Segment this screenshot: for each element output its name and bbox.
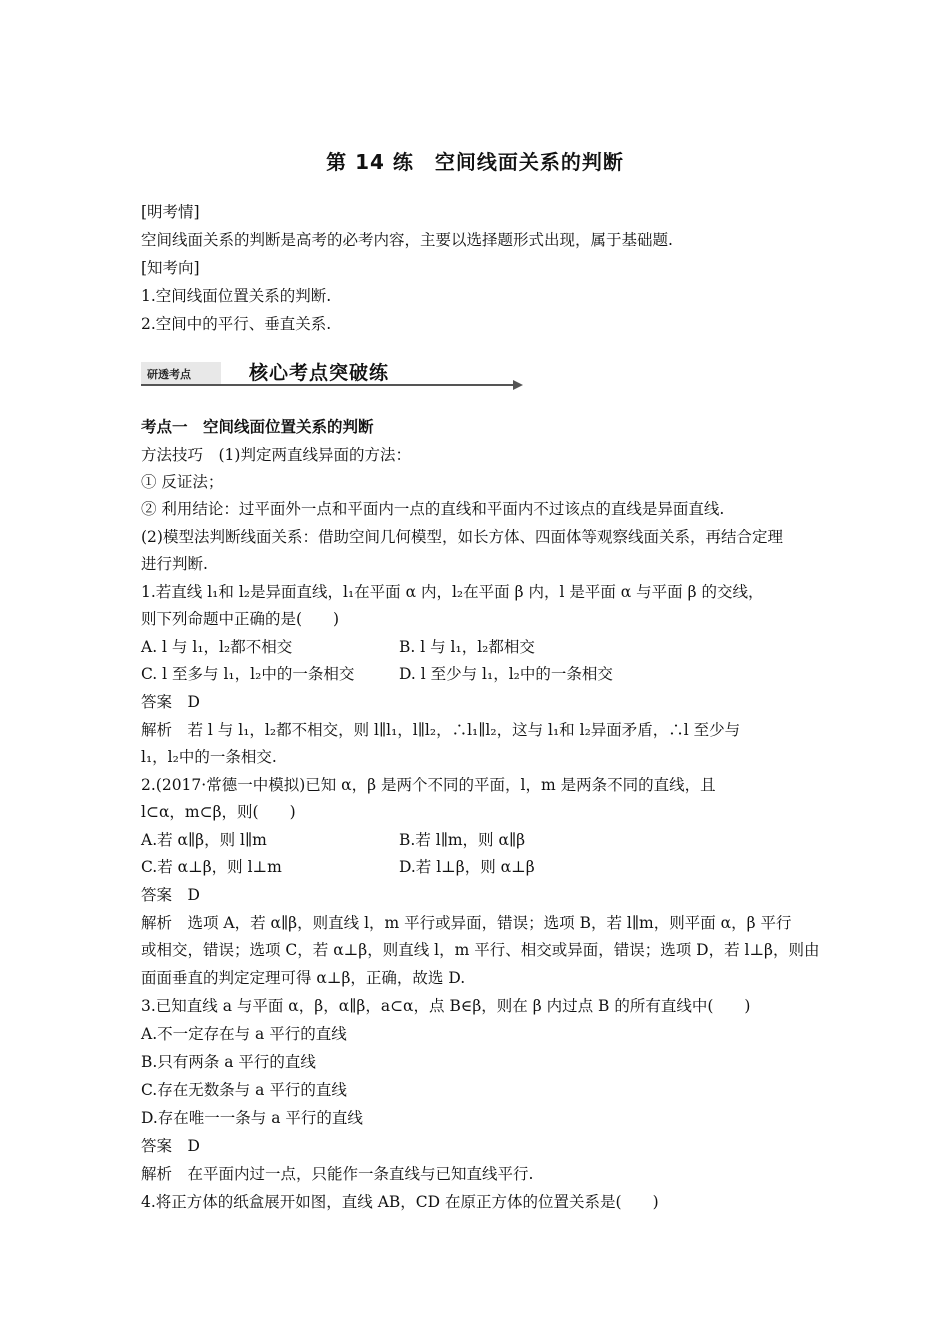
zhi-item-2: 2.空间中的平行、垂直关系.: [141, 315, 332, 333]
q3-option-c: C.存在无数条与 a 平行的直线: [141, 1081, 347, 1099]
q1-option-d: D. l 至少与 l₁，l₂中的一条相交: [399, 665, 613, 683]
q1-analysis-1: 解析 若 l 与 l₁，l₂都不相交，则 l∥l₁，l∥l₂，∴l₁∥l₂，这与 l₁和 l₂异面矛盾，∴l 至少与: [141, 721, 741, 739]
q2-analysis-2: 或相交，错误；选项 C，若 α⊥β，则直线 l，m 平行、相交或异面，错误；选项 D，若 l⊥β，则由: [141, 941, 820, 959]
zhi-item-1: 1.空间线面位置关系的判断.: [141, 287, 332, 305]
q1-option-b: B. l 与 l₁，l₂都相交: [399, 638, 535, 656]
method-line-5: 进行判断.: [141, 555, 208, 573]
zhi-label: [知考向]: [141, 259, 200, 277]
section1-heading: 考点一 空间线面位置关系的判断: [141, 418, 374, 436]
q3-analysis: 解析 在平面内过一点，只能作一条直线与已知直线平行.: [141, 1165, 534, 1183]
q2-analysis-3: 面面垂直的判定定理可得 α⊥β，正确，故选 D.: [141, 969, 466, 987]
method-line-3: ② 利用结论：过平面外一点和平面内一点的直线和平面内不过该点的直线是异面直线.: [141, 500, 725, 518]
banner-heading: 核心考点突破练: [249, 362, 390, 384]
q2-option-a: A.若 α∥β，则 l∥m: [141, 831, 267, 849]
q3-option-a: A.不一定存在与 a 平行的直线: [141, 1025, 347, 1043]
banner-tag: 研透考点: [147, 368, 191, 381]
q2-stem-2: l⊂α，m⊂β，则( ): [141, 803, 296, 821]
q3-stem: 3.已知直线 a 与平面 α，β，α∥β，a⊂α，点 B∈β，则在 β 内过点 B 的所有直线中( ): [141, 997, 751, 1015]
method-line-4: (2)模型法判断线面关系：借助空间几何模型，如长方体、四面体等观察线面关系，再结合定理: [141, 528, 783, 546]
q4-stem: 4.将正方体的纸盒展开如图，直线 AB，CD 在原正方体的位置关系是( ): [141, 1193, 659, 1211]
q1-option-c: C. l 至多与 l₁，l₂中的一条相交: [141, 665, 355, 683]
q1-analysis-2: l₁，l₂中的一条相交.: [141, 748, 277, 766]
q3-answer: 答案 D: [141, 1137, 200, 1155]
q1-option-row-2: [141, 660, 821, 688]
q1-option-row-1: [141, 633, 821, 661]
page-title: 第 14 练 空间线面关系的判断: [326, 150, 624, 174]
q1-stem-1: 1.若直线 l₁和 l₂是异面直线，l₁在平面 α 内，l₂在平面 β 内，l 是平面 α 与平面 β 的交线，: [141, 583, 764, 601]
ming-label: [明考情]: [141, 203, 200, 221]
q2-answer: 答案 D: [141, 886, 200, 904]
q2-option-c: C.若 α⊥β，则 l⊥m: [141, 858, 282, 876]
method-line-2: ① 反证法；: [141, 473, 224, 491]
q1-stem-2: 则下列命题中正确的是( ): [141, 610, 340, 628]
q3-option-d: D.存在唯一一条与 a 平行的直线: [141, 1109, 363, 1127]
q2-stem-1: 2.(2017·常德一中模拟)已知 α，β 是两个不同的平面，l，m 是两条不同的直线，且: [141, 776, 716, 794]
q2-option-row-1: [141, 826, 821, 854]
q2-option-d: D.若 l⊥β，则 α⊥β: [399, 858, 535, 876]
q2-analysis-1: 解析 选项 A，若 α∥β，则直线 l，m 平行或异面，错误；选项 B，若 l∥m，则平面 α，β 平行: [141, 914, 792, 932]
q1-option-a: A. l 与 l₁，l₂都不相交: [141, 638, 293, 656]
section-banner: [141, 354, 525, 394]
q1-answer: 答案 D: [141, 693, 200, 711]
ming-text: 空间线面关系的判断是高考的必考内容，主要以选择题形式出现，属于基础题.: [141, 231, 673, 249]
method-line-1: 方法技巧 (1)判定两直线异面的方法：: [141, 446, 411, 464]
q2-option-row-2: [141, 853, 821, 881]
q2-option-b: B.若 l∥m，则 α∥β: [399, 831, 526, 849]
q3-option-b: B.只有两条 a 平行的直线: [141, 1053, 316, 1071]
